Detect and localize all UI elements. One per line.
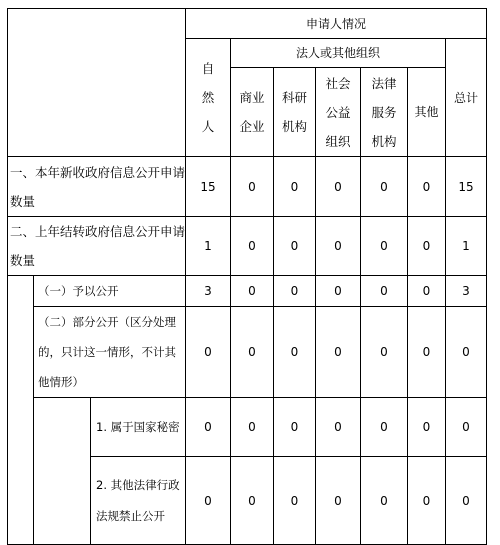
cell-value: 0: [231, 457, 274, 545]
row-label: 2. 其他法律行政法规禁止公开: [91, 457, 186, 545]
cell-value: 0: [274, 457, 316, 545]
legal-other-header: 法人或其他组织: [231, 39, 446, 68]
natural-person-header: [186, 39, 231, 157]
row-label: （一）予以公开: [34, 276, 186, 307]
total-header: 总计: [446, 39, 487, 157]
table-row: [8, 307, 487, 398]
cell-value: 0: [316, 307, 361, 398]
cell-value: 0: [231, 217, 274, 276]
info-disclosure-table: [7, 8, 487, 545]
cell-value: 0: [186, 457, 231, 545]
research-label: 科研机构: [281, 90, 307, 134]
cell-value: 0: [274, 217, 316, 276]
cell-value: 0: [316, 157, 361, 217]
row-label: （二）部分公开（区分处理的，只计这一情形，不计其他情形）: [34, 307, 186, 398]
table-row: [8, 217, 487, 276]
cell-value: 0: [361, 217, 408, 276]
cell-value: 0: [316, 398, 361, 457]
table-row: [8, 276, 487, 307]
cell-value: 0: [446, 307, 487, 398]
cell-value: 0: [408, 457, 446, 545]
row-label: 二、上年结转政府信息公开申请数量: [8, 217, 186, 276]
cell-value: 0: [274, 307, 316, 398]
cell-value: 1: [186, 217, 231, 276]
cell-value: 0: [361, 157, 408, 217]
cell-value: 3: [446, 276, 487, 307]
cell-value: 0: [446, 398, 487, 457]
cell-value: 0: [316, 217, 361, 276]
legal-service-label: 法律服务机构: [371, 75, 397, 149]
cell-value: 0: [231, 157, 274, 217]
cell-value: 15: [446, 157, 487, 217]
cell-value: 0: [316, 457, 361, 545]
cell-value: 15: [186, 157, 231, 217]
research-header: [274, 68, 316, 157]
cell-value: 0: [274, 276, 316, 307]
cell-value: 0: [186, 307, 231, 398]
commercial-label: 商业企业: [239, 90, 265, 134]
social-welfare-label: 社会公益组织: [325, 75, 351, 149]
cell-value: 0: [361, 276, 408, 307]
cell-value: 0: [361, 457, 408, 545]
cell-value: 0: [446, 457, 487, 545]
cell-value: 0: [408, 217, 446, 276]
cell-value: 0: [408, 307, 446, 398]
cell-value: 0: [231, 276, 274, 307]
legal-service-header: [361, 68, 408, 157]
cell-value: 0: [361, 307, 408, 398]
table-row: [8, 157, 487, 217]
row-label: 一、本年新收政府信息公开申请数量: [8, 157, 186, 217]
cell-value: 0: [186, 398, 231, 457]
cell-value: 1: [446, 217, 487, 276]
cell-value: 0: [408, 398, 446, 457]
cell-value: 0: [274, 157, 316, 217]
cell-value: 0: [361, 398, 408, 457]
cell-value: 3: [186, 276, 231, 307]
row-label: 1. 属于国家秘密: [91, 398, 186, 457]
indent-cell: [8, 276, 34, 545]
corner-cell: [8, 9, 186, 157]
cell-value: 0: [274, 398, 316, 457]
commercial-header: [231, 68, 274, 157]
other-header: 其他: [408, 68, 446, 157]
cell-value: 0: [231, 398, 274, 457]
social-welfare-header: [316, 68, 361, 157]
cell-value: 0: [316, 276, 361, 307]
natural-person-label: 自然人: [201, 61, 215, 134]
cell-value: 0: [408, 157, 446, 217]
cell-value: 0: [408, 276, 446, 307]
indent-cell: [34, 398, 91, 545]
applicant-situation-header: 申请人情况: [186, 9, 487, 39]
cell-value: 0: [231, 307, 274, 398]
table-row: [8, 398, 487, 457]
